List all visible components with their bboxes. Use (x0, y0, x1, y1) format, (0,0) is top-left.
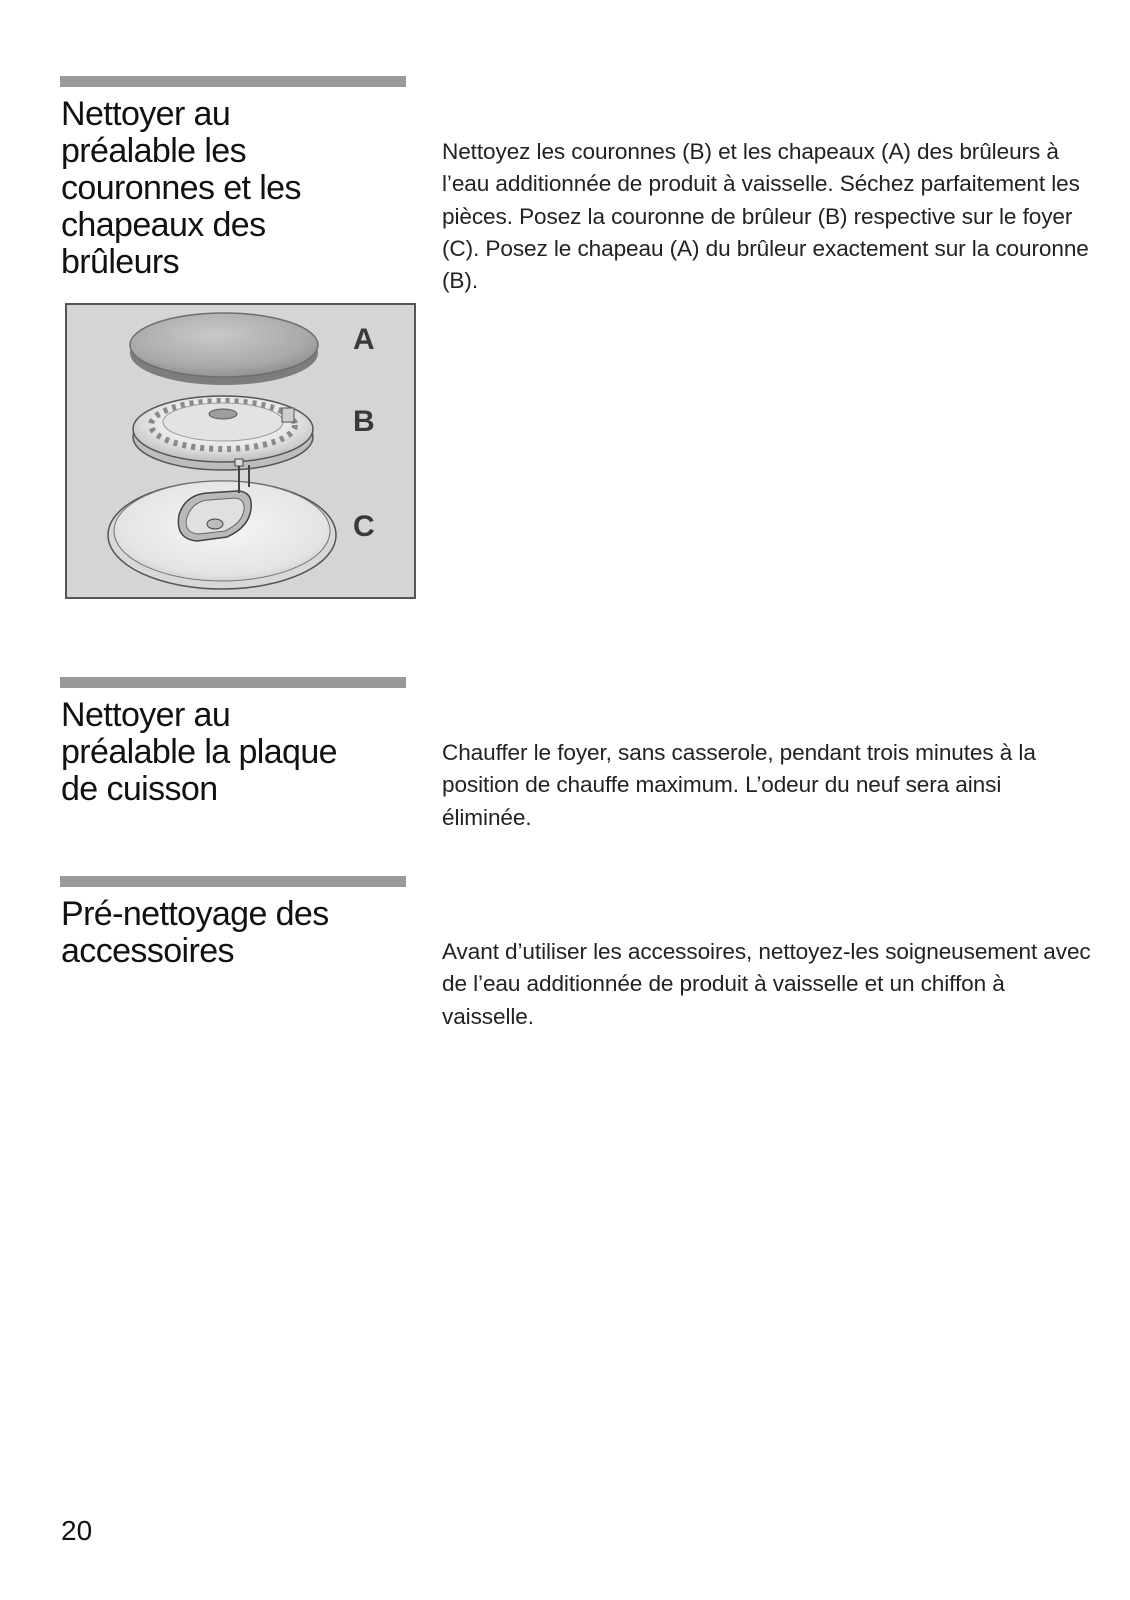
section-rule (60, 677, 406, 688)
section-rule (60, 876, 406, 887)
section-body: Avant d’utiliser les accessoires, nettoyez-les soigneusement avec de l’eau additionnée de produit à vaisselle et un chiffon à vaisselle. (442, 939, 1091, 1029)
section-body: Chauffer le foyer, sans casserole, pendant trois minutes à la position de chauffe maximum. L’odeur du neuf sera ainsi éliminée. (442, 740, 1036, 830)
label-c: C (353, 510, 375, 543)
burner-illustration (67, 305, 414, 597)
section-heading: Nettoyer au préalable la plaque de cuisson (61, 696, 337, 808)
section-heading: Pré-nettoyage des accessoires (61, 895, 329, 970)
burner-diagram (65, 303, 416, 599)
section-heading: Nettoyer au préalable les couronnes et les chapeaux des brûleurs (61, 95, 301, 281)
burner-crown-b (133, 396, 313, 470)
burner-base-c (108, 459, 336, 589)
section-body: Nettoyez les couronnes (B) et les chapeaux (A) des brûleurs à l’eau additionnée de produit à vaisselle. Séchez parfaitement les pièces. Posez la couronne de brûleur (B) respective sur le foyer (C). Posez le chapeau (A) du brûleur exactement sur la couronne (B). (442, 139, 1089, 294)
page-number: 20 (61, 1515, 93, 1546)
burner-cap-a (130, 313, 318, 385)
section-rule (60, 76, 406, 87)
label-a: A (353, 323, 375, 356)
label-b: B (353, 405, 375, 438)
